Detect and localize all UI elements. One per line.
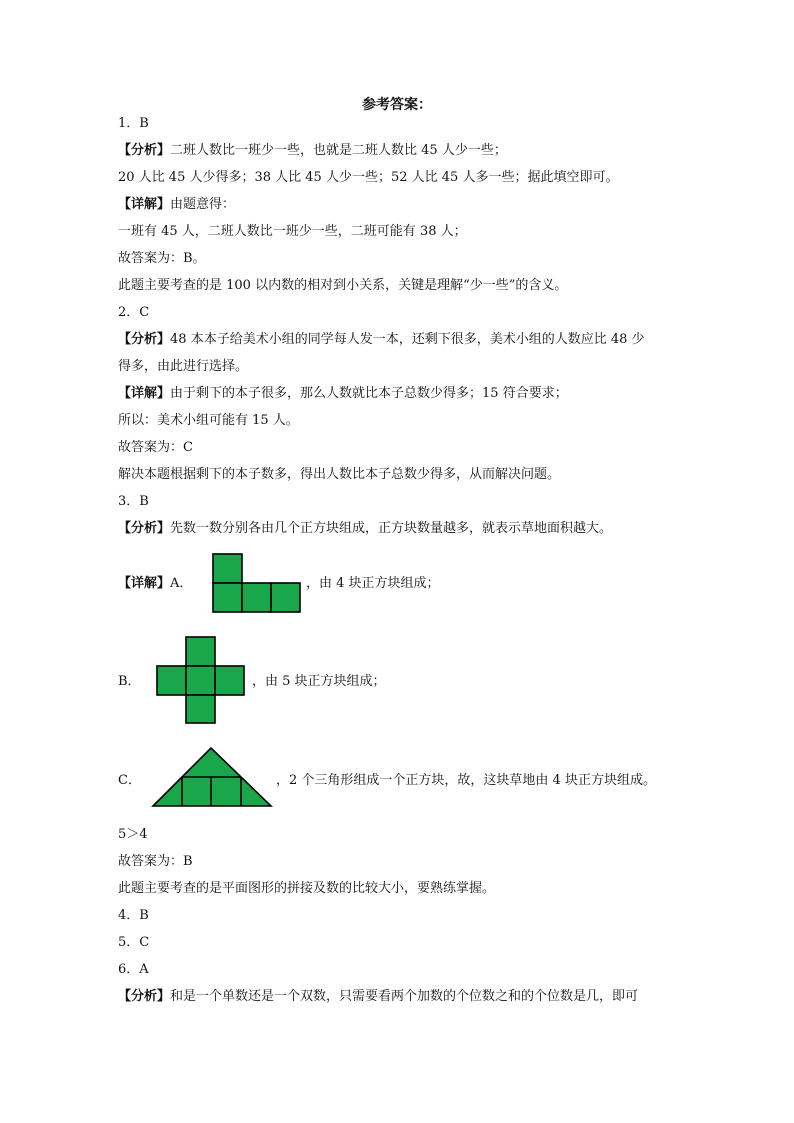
q1-detail [118, 195, 235, 215]
q3-summary: 此题主要考查的是平面图形的拼接及数的比较大小，要熟练掌握。 [118, 881, 496, 896]
q2-summary: 解决本题根据剩下的本子数多，得出人数比本子总数少得多，从而解决问题。 [118, 467, 561, 482]
q3-number: 3．B [118, 494, 149, 509]
q1-detail-tag: 【详解】 [118, 197, 171, 212]
cross-shape-figure-b [156, 636, 246, 724]
q6-number: 6．A [118, 962, 149, 977]
l-shape-figure-a [212, 553, 302, 613]
q1-detail-line1: 由题意得： [170, 197, 236, 212]
q1-analysis [118, 141, 507, 161]
q1-summary: 此题主要考查的是 100 以内数的相对到小关系，关键是理解“少一些”的含义。 [118, 278, 568, 293]
q3-option-b-label: B． [118, 674, 141, 689]
q2-detail-line1: 由于剩下的本子很多，那么人数就比本子总数少得多；15 符合要求； [170, 386, 568, 401]
q3-detail-tag: 【详解】 [118, 576, 171, 591]
q6-analysis-tag: 【分析】 [118, 989, 171, 1004]
q2-answer: 故答案为：C [118, 440, 193, 455]
q1-detail-line2: 一班有 45 人，二班人数比一班少一些，二班可能有 38 人； [118, 224, 467, 239]
q2-detail-line2: 所以：美术小组可能有 15 人。 [118, 413, 299, 428]
q2-analysis-line2: 得多，由此进行选择。 [118, 359, 249, 374]
q3-analysis-tag: 【分析】 [118, 521, 171, 536]
q1-answer: 故答案为：B。 [118, 251, 206, 266]
q3-option-a-label: A． [170, 576, 193, 591]
q2-number: 2．C [118, 305, 150, 320]
q3-answer: 故答案为：B [118, 854, 193, 869]
q2-analysis-tag: 【分析】 [118, 332, 171, 347]
q3-option-c-label: C． [118, 773, 141, 788]
q2-analysis-line1: 48 本本子给美术小组的同学每人发一本，还剩下很多，美术小组的人数应比 48 少 [170, 332, 645, 347]
q1-analysis-line2: 20 人比 45 人少得多；38 人比 45 人少一些；52 人比 45 人多一些；据此填空即可。 [118, 170, 619, 185]
q3-compare: 5＞4 [118, 827, 148, 842]
q4-number: 4．B [118, 908, 149, 923]
q2-detail-tag: 【详解】 [118, 386, 171, 401]
q2-detail [118, 384, 568, 404]
page-title: 参考答案： [362, 97, 432, 113]
q3-option-c-text: ，2 个三角形组成一个正方块，故，这块草地由 4 块正方块组成。 [276, 773, 656, 788]
q3-option-a-text: ，由 4 块正方块组成； [306, 576, 440, 591]
q3-analysis-line1: 先数一数分别各由几个正方块组成，正方块数量越多，就表示草地面积越大。 [170, 521, 613, 536]
q6-analysis-line1: 和是一个单数还是一个双数，只需要看两个加数的个位数之和的个位数是几，即可 [170, 989, 639, 1004]
q3-detail-a-label [118, 574, 192, 594]
q2-analysis [118, 330, 645, 350]
q6-analysis [118, 987, 638, 1007]
q3-analysis [118, 519, 612, 539]
q3-option-b-text: ，由 5 块正方块组成； [252, 674, 386, 689]
q1-number: 1．B [118, 116, 149, 131]
q5-number: 5．C [118, 935, 150, 950]
triangle-figure-c [151, 746, 273, 808]
q1-analysis-tag: 【分析】 [118, 143, 171, 158]
q1-analysis-line1: 二班人数比一班少一些，也就是二班人数比 45 人少一些； [170, 143, 507, 158]
